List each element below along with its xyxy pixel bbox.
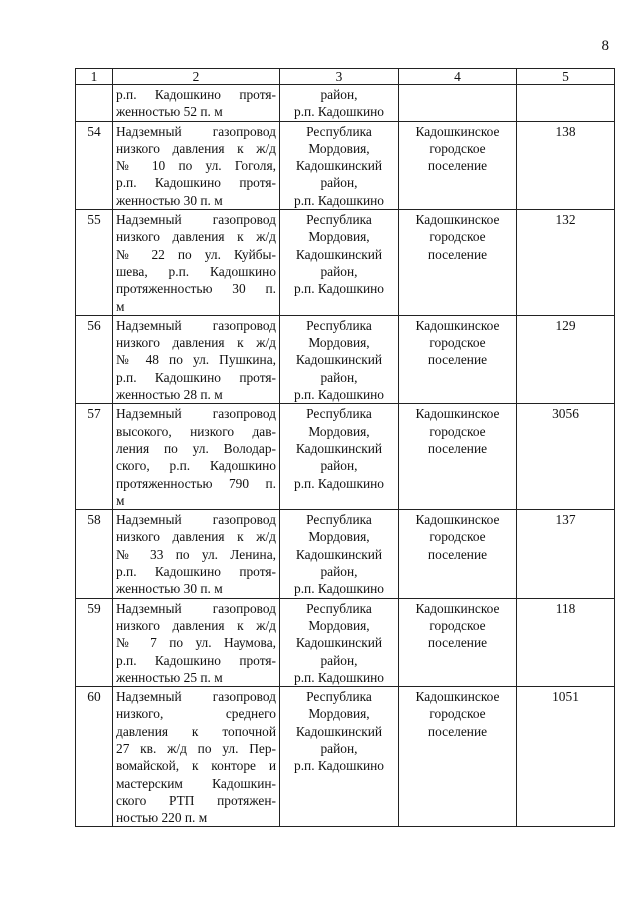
address-cell [280, 404, 399, 510]
object-name-cell [113, 404, 280, 510]
address-cell [280, 687, 399, 827]
object-name-cell-line: женностью 30 п. м [116, 192, 223, 208]
object-name-cell-line: женностью 52 п. м [116, 104, 223, 120]
object-name-cell-line: Надземный газопровод [116, 317, 276, 333]
owner-cell [399, 598, 517, 686]
length-value-cell: 3056 [517, 404, 615, 510]
owner-cell-line: городское [429, 617, 486, 633]
address-cell-line: р.п. Кадошкино [294, 104, 384, 120]
object-name-cell-line: ностью 220 п. м [116, 810, 208, 826]
address-cell [280, 510, 399, 598]
row-number-cell: 59 [76, 598, 113, 686]
table-row [76, 404, 615, 510]
address-cell [280, 85, 399, 122]
row-number-cell: 60 [76, 687, 113, 827]
table-row [76, 510, 615, 598]
object-name-cell-line: № 48 по ул. Пушкина, [116, 352, 276, 368]
object-name-cell [113, 598, 280, 686]
address-cell-line: Кадошкинский [295, 158, 383, 174]
owner-cell-line: Кадошкинское [415, 689, 500, 705]
owner-cell-line: Кадошкинское [415, 212, 500, 228]
object-name-cell-line: женностью 25 п. м [116, 669, 223, 685]
address-cell-line: р.п. Кадошкино [294, 669, 384, 685]
address-cell-line: Мордовия, [308, 140, 370, 156]
address-cell-line: Мордовия, [308, 529, 370, 545]
object-name-cell-line: ского РТП протяжен- [116, 792, 276, 808]
table-row [76, 210, 615, 316]
address-cell [280, 121, 399, 209]
table-row [76, 687, 615, 827]
address-cell-line: Мордовия, [308, 617, 370, 633]
address-cell-line: р.п. Кадошкино [294, 758, 384, 774]
header-cell-length: 5 [517, 69, 615, 85]
owner-cell-line: поселение [427, 546, 488, 562]
object-name-cell-line: Надземный газопровод [116, 212, 276, 228]
address-cell [280, 598, 399, 686]
page-number: 8 [601, 38, 609, 54]
object-name-cell-line: м [116, 298, 125, 314]
owner-cell-line: городское [429, 529, 486, 545]
address-cell-line: Республика [306, 689, 372, 705]
owner-cell-line: Кадошкинское [415, 123, 500, 139]
object-name-cell-line: р.п. Кадошкино протя- [116, 652, 276, 668]
owner-cell [399, 315, 517, 403]
address-cell-line: Республика [306, 212, 372, 228]
address-cell-line: Мордовия, [308, 335, 370, 351]
row-number-cell: 54 [76, 121, 113, 209]
object-name-cell-line: давления к топочной [116, 723, 276, 739]
object-name-cell [113, 210, 280, 316]
object-name-cell [113, 510, 280, 598]
object-name-cell-line: низкого, среднего [116, 706, 276, 722]
object-name-cell-line: низкого давления к ж/д [116, 617, 276, 633]
address-cell-line: р.п. Кадошкино [294, 387, 384, 403]
address-cell-line: Республика [306, 317, 372, 333]
length-value-cell: 118 [517, 598, 615, 686]
owner-cell [399, 85, 517, 122]
object-name-cell-line: м [116, 492, 125, 508]
length-value-cell: 138 [517, 121, 615, 209]
address-cell-line: район, [320, 564, 358, 580]
address-cell-line: р.п. Кадошкино [294, 475, 384, 491]
address-cell-line: Республика [306, 123, 372, 139]
address-cell-line: р.п. Кадошкино [294, 192, 384, 208]
owner-cell-line: городское [429, 706, 486, 722]
address-cell-line: район, [320, 458, 358, 474]
address-cell-line: район, [320, 740, 358, 756]
address-cell [280, 210, 399, 316]
table-row [76, 315, 615, 403]
object-name-cell-line: 27 кв. ж/д по ул. Пер- [116, 740, 276, 756]
address-cell-line: Мордовия, [308, 229, 370, 245]
address-cell-line: Республика [306, 600, 372, 616]
address-cell-line: р.п. Кадошкино [294, 281, 384, 297]
object-name-cell-line: Надземный газопровод [116, 689, 276, 705]
owner-cell-line: городское [429, 335, 486, 351]
owner-cell-line: Кадошкинское [415, 406, 500, 422]
owner-cell-line: поселение [427, 352, 488, 368]
length-value-cell [517, 85, 615, 122]
address-cell-line: Кадошкинский [295, 635, 383, 651]
owner-cell-line: поселение [427, 440, 488, 456]
header-cell-address: 3 [280, 69, 399, 85]
row-number-cell [76, 85, 113, 122]
owner-cell-line: Кадошкинское [415, 600, 500, 616]
object-name-cell-line: женностью 30 п. м [116, 581, 223, 597]
object-name-cell [113, 315, 280, 403]
length-value-cell: 129 [517, 315, 615, 403]
object-name-cell-line: шева, р.п. Кадошкино [116, 263, 276, 279]
object-name-cell [113, 85, 280, 122]
object-name-cell-line: № 22 по ул. Куйбы- [116, 246, 276, 262]
object-name-cell [113, 687, 280, 827]
table-row [76, 598, 615, 686]
object-name-cell-line: Надземный газопровод [116, 406, 276, 422]
owner-cell [399, 510, 517, 598]
object-name-cell-line: № 10 по ул. Гоголя, [116, 158, 276, 174]
object-name-cell-line: низкого давления к ж/д [116, 529, 276, 545]
owner-cell [399, 121, 517, 209]
address-cell-line: Кадошкинский [295, 440, 383, 456]
owner-cell-line: городское [429, 229, 486, 245]
owner-cell-line: поселение [427, 158, 488, 174]
length-value-cell: 137 [517, 510, 615, 598]
table-row [76, 85, 615, 122]
address-cell-line: Кадошкинский [295, 546, 383, 562]
address-cell-line: Республика [306, 512, 372, 528]
object-name-cell-line: ского, р.п. Кадошкино [116, 458, 276, 474]
object-name-cell-line: протяженностью 790 п. [116, 475, 276, 491]
object-name-cell-line: р.п. Кадошкино протя- [116, 564, 276, 580]
object-name-cell-line: Надземный газопровод [116, 512, 276, 528]
owner-cell-line: поселение [427, 246, 488, 262]
address-cell-line: район, [320, 369, 358, 385]
address-cell-line: Кадошкинский [295, 246, 383, 262]
object-name-cell-line: р.п. Кадошкино протя- [116, 87, 276, 102]
object-name-cell-line: протяженностью 30 п. [116, 281, 276, 297]
owner-cell [399, 210, 517, 316]
header-cell-owner: 4 [399, 69, 517, 85]
owner-cell [399, 687, 517, 827]
address-cell-line: Кадошкинский [295, 352, 383, 368]
header-cell-number: 1 [76, 69, 113, 85]
object-name-cell-line: р.п. Кадошкино протя- [116, 175, 276, 191]
property-register-table [75, 68, 615, 827]
object-name-cell-line: низкого давления к ж/д [116, 229, 276, 245]
object-name-cell-line: р.п. Кадошкино протя- [116, 369, 276, 385]
object-name-cell-line: ления по ул. Володар- [116, 440, 276, 456]
owner-cell-line: поселение [427, 635, 488, 651]
table-row [76, 121, 615, 209]
object-name-cell-line: Надземный газопровод [116, 123, 276, 139]
owner-cell-line: Кадошкинское [415, 317, 500, 333]
object-name-cell-line: низкого давления к ж/д [116, 140, 276, 156]
row-number-cell: 56 [76, 315, 113, 403]
object-name-cell-line: женностью 28 п. м [116, 387, 223, 403]
address-cell-line: Мордовия, [308, 423, 370, 439]
owner-cell-line: городское [429, 423, 486, 439]
owner-cell-line: Кадошкинское [415, 512, 500, 528]
object-name-cell-line: № 7 по ул. Наумова, [116, 635, 276, 651]
object-name-cell-line: низкого давления к ж/д [116, 335, 276, 351]
row-number-cell: 57 [76, 404, 113, 510]
address-cell-line: район, [320, 175, 358, 191]
address-cell-line: район, [320, 87, 358, 102]
object-name-cell-line: вомайской, к конторе и [116, 758, 276, 774]
object-name-cell-line: Надземный газопровод [116, 600, 276, 616]
object-name-cell-line: № 33 по ул. Ленина, [116, 546, 276, 562]
address-cell-line: район, [320, 263, 358, 279]
address-cell-line: Кадошкинский [295, 723, 383, 739]
address-cell-line: Мордовия, [308, 706, 370, 722]
address-cell-line: Республика [306, 406, 372, 422]
row-number-cell: 58 [76, 510, 113, 598]
owner-cell-line: поселение [427, 723, 488, 739]
length-value-cell: 132 [517, 210, 615, 316]
object-name-cell-line: высокого, низкого дав- [116, 423, 276, 439]
length-value-cell: 1051 [517, 687, 615, 827]
address-cell-line: р.п. Кадошкино [294, 581, 384, 597]
address-cell [280, 315, 399, 403]
object-name-cell [113, 121, 280, 209]
object-name-cell-line: мастерским Кадошкин- [116, 775, 276, 791]
row-number-cell: 55 [76, 210, 113, 316]
owner-cell-line: городское [429, 140, 486, 156]
address-cell-line: район, [320, 652, 358, 668]
table-header-row [76, 69, 615, 85]
owner-cell [399, 404, 517, 510]
header-cell-name: 2 [113, 69, 280, 85]
